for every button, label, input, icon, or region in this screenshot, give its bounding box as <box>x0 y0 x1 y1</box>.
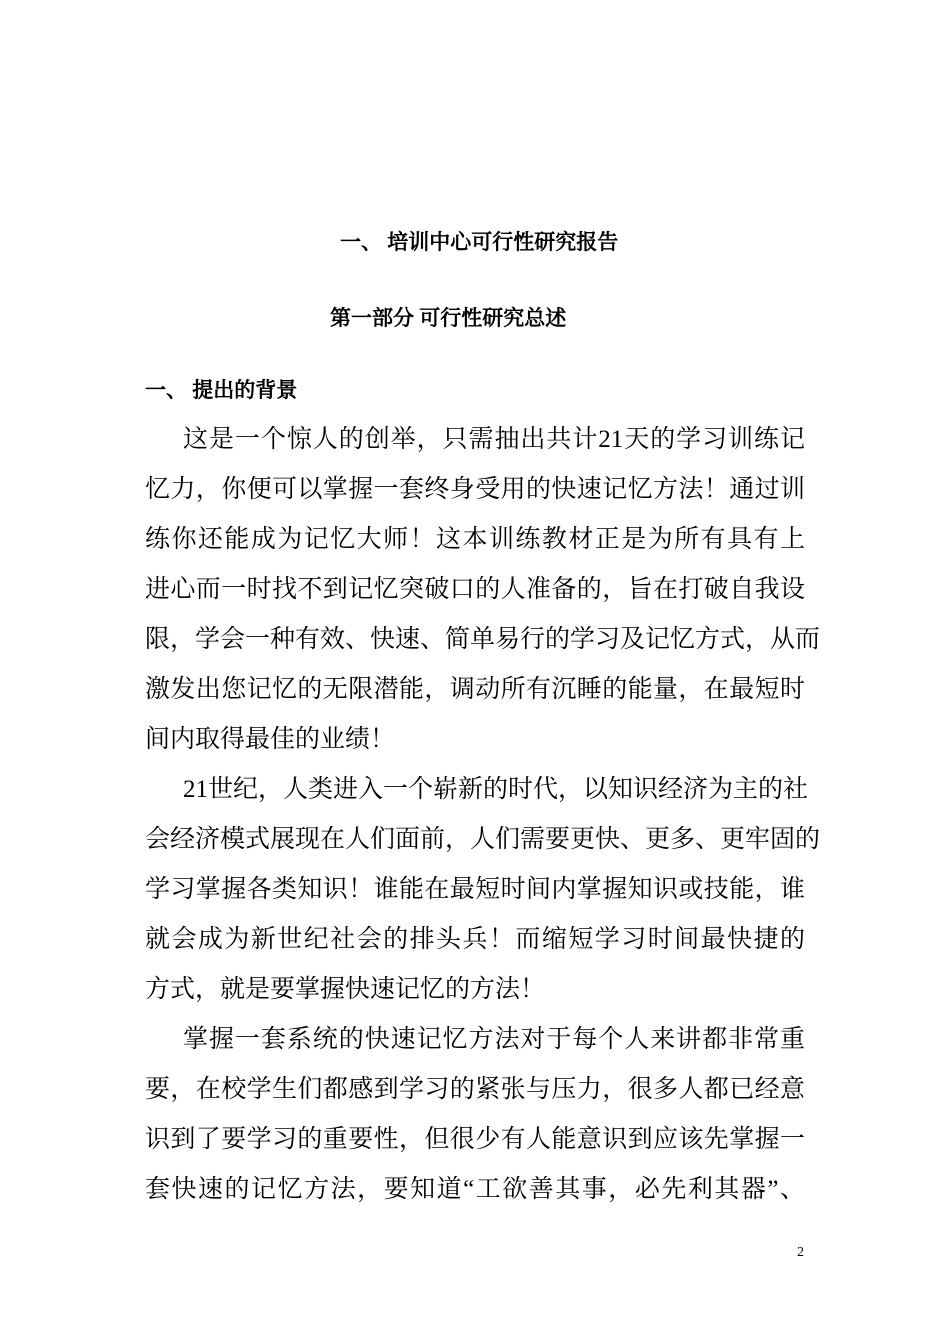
document-title: 一、 培训中心可行性研究报告 <box>340 230 619 254</box>
text-line: 掌握一套系统的快速记忆方法对于每个人来讲都非常重 <box>183 1026 805 1053</box>
text-line: 就会成为新世纪社会的排头兵！而缩短学习时间最快捷的 <box>145 926 805 953</box>
text-line: 限，学会一种有效、快速、简单易行的学习及记忆方式，从而 <box>145 626 821 653</box>
text-line: 练你还能成为记忆大师！这本训练教材正是为所有具有上 <box>145 526 805 553</box>
text-line: 套快速的记忆方法，要知道“工欲善其事，必先利其器”、 <box>145 1176 805 1203</box>
text-line: 方式，就是要掌握快速记忆的方法！ <box>145 976 546 1003</box>
text-line: 学习掌握各类知识！谁能在最短时间内掌握知识或技能，谁 <box>145 876 805 903</box>
section-heading: 一、 提出的背景 <box>145 378 298 402</box>
paragraph <box>145 415 821 765</box>
text-line: 这是一个惊人的创举，只需抽出共计21天的学习训练记 <box>183 426 805 453</box>
text-line: 识到了要学习的重要性，但很少有人能意识到应该先掌握一 <box>145 1126 805 1153</box>
text-line: 间内取得最佳的业绩！ <box>145 726 396 753</box>
page-number: 2 <box>797 1245 804 1260</box>
paragraph <box>145 1015 805 1215</box>
text-line: 要，在校学生们都感到学习的紧张与压力，很多人都已经意 <box>145 1076 805 1103</box>
text-line: 进心而一时找不到记忆突破口的人准备的，旨在打破自我设 <box>145 576 805 603</box>
text-line: 会经济模式展现在人们面前，人们需要更快、更多、更牢固的 <box>145 826 821 853</box>
text-line: 21世纪，人类进入一个崭新的时代，以知识经济为主的社 <box>183 776 809 803</box>
paragraph <box>145 765 821 1015</box>
part-heading: 第一部分 可行性研究总述 <box>330 306 567 330</box>
text-line: 忆力，你便可以掌握一套终身受用的快速记忆方法！通过训 <box>145 476 805 503</box>
text-line: 激发出您记忆的无限潜能，调动所有沉睡的能量，在最短时 <box>145 676 805 703</box>
body-text <box>145 415 821 1215</box>
